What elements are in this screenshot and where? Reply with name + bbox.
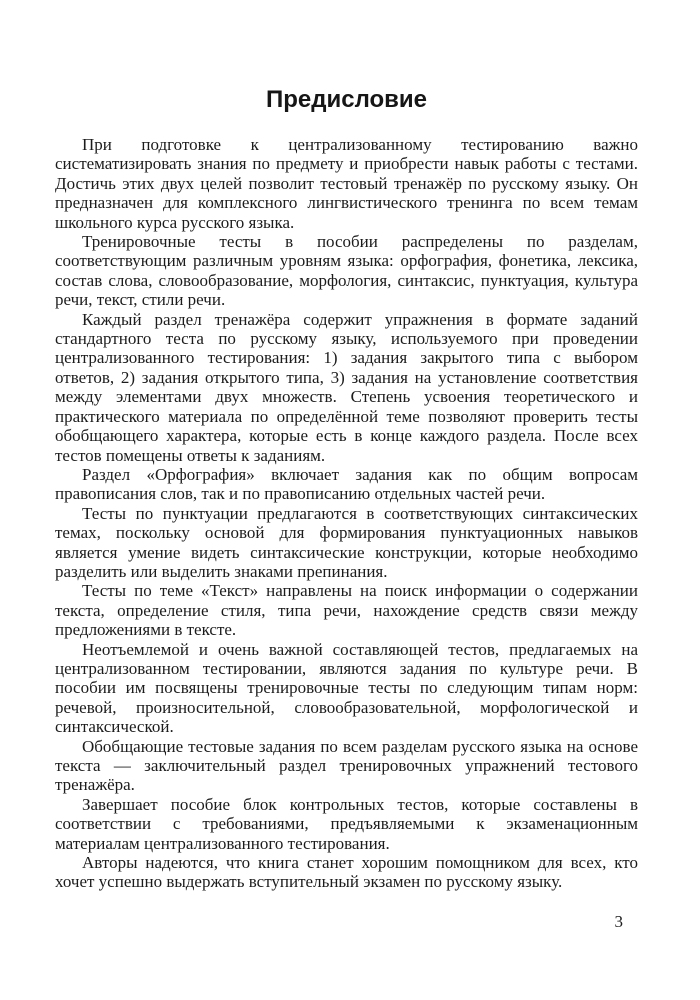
paragraph: Авторы надеются, что книга станет хорошим помощником для всех, кто хочет успешно выдержать вступительный экзамен по русскому языку.	[55, 853, 638, 892]
preface-text	[55, 135, 638, 892]
paragraph: Тесты по теме «Текст» направлены на поиск информации о содержании текста, определение стиля, типа речи, нахождение средств связи между предложениями в тексте.	[55, 581, 638, 640]
paragraph: Завершает пособие блок контрольных тестов, которые составлены в соответствии с требованиями, предъявляемыми к экзаменационным материалам централизованного тестирования.	[55, 794, 638, 853]
paragraph: Обобщающие тестовые задания по всем разделам русского языка на основе текста — заключительный раздел тренировочных упражнений тестового тренажёра.	[55, 736, 638, 795]
page-title: Предисловие	[265, 86, 428, 113]
paragraph: Каждый раздел тренажёра содержит упражнения в формате заданий стандартного теста по русскому языку, используемого при проведении централизованного тестирования: 1) задания закрытого типа с выбором ответов, 2) задания открытого типа, 3) задания на установление соответствия между элементами двух множеств. Степень усвоения теоретического и практического материала по определённой теме позволяют проверить тесты обобщающего характера, которые есть в конце каждого раздела. После всех тестов помещены ответы к заданиям.	[55, 309, 638, 465]
paragraph: Тренировочные тесты в пособии распределены по разделам, соответствующим различным уровням языка: орфография, фонетика, лексика, состав слова, словообразование, морфология, синтаксис, пунктуация, культура речи, текст, стили речи.	[55, 232, 638, 310]
paragraph: Раздел «Орфография» включает задания как по общим вопросам правописания слов, так и по правописанию отдельных частей речи.	[55, 464, 638, 504]
paragraph: Тесты по пунктуации предлагаются в соответствующих синтаксических темах, поскольку основой для формирования пунктуационных навыков является умение видеть синтаксические конструкции, которые необходимо разделить или выделить знаками препинания.	[55, 503, 638, 581]
paragraph: Неотъемлемой и очень важной составляющей тестов, предлагаемых на централизованном тестировании, являются задания по культуре речи. В пособии им посвящены тренировочные тесты по следующим типам норм: речевой, произносительной, словообразовательной, морфологической и синтаксической.	[55, 639, 638, 737]
page-number: 3	[614, 912, 623, 931]
paragraph: При подготовке к централизованному тестированию важно систематизировать знания по предмету и приобрести навык работы с тестами. Достичь этих двух целей позволит тестовый тренажёр по русскому языку. Он предназначен для комплексного лингвистического тренинга по всем темам школьного курса русского языка.	[55, 135, 638, 232]
